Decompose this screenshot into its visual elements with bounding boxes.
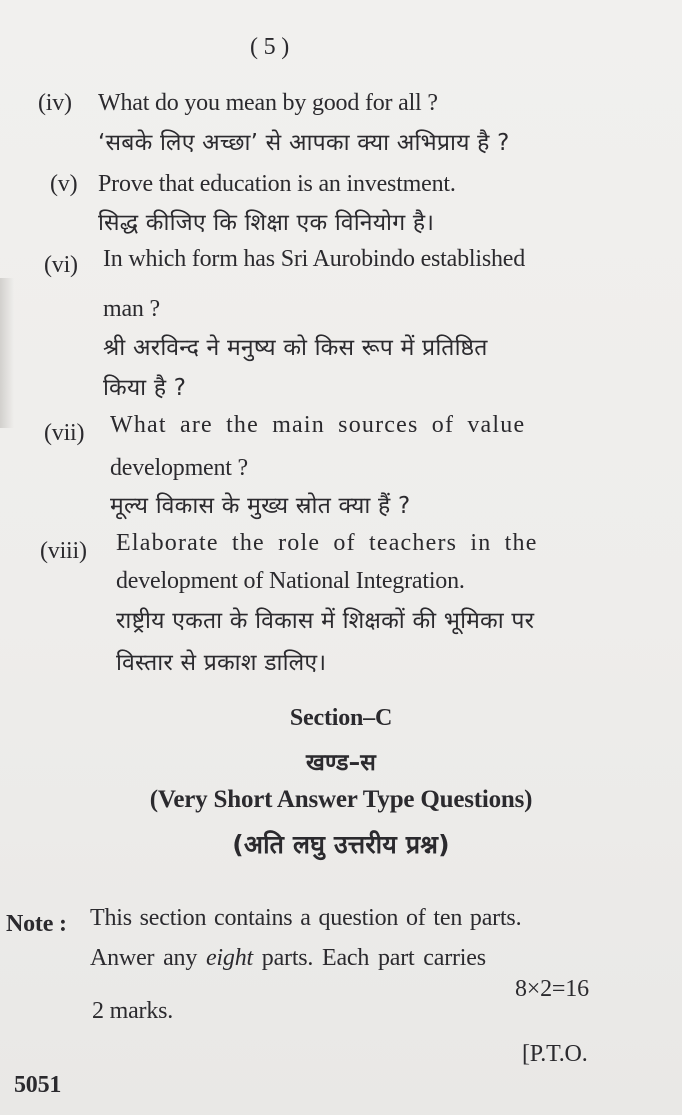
question-vii-en-line1: What are the main sources of value bbox=[110, 412, 526, 438]
note-marks: 8×2=16 bbox=[515, 976, 589, 1002]
question-v-en: Prove that education is an investment. bbox=[98, 171, 456, 197]
section-subtitle-hi: (अति लघु उत्तरीय प्रश्न) bbox=[232, 830, 450, 859]
question-viii-en-line1: Elaborate the role of teachers in the bbox=[116, 530, 538, 556]
note-label: Note : bbox=[6, 911, 67, 937]
paper-code: 5051 bbox=[14, 1072, 62, 1098]
section-title-hi: खण्ड–स bbox=[305, 750, 377, 776]
question-number-iv: (iv) bbox=[38, 90, 72, 116]
question-vii-hi: मूल्य विकास के मुख्य स्रोत क्या हैं ? bbox=[110, 493, 411, 519]
section-title: Section–C bbox=[289, 705, 393, 731]
note-emphasis: eight bbox=[205, 945, 253, 971]
question-vi-en-line2: man ? bbox=[103, 296, 160, 322]
question-iv-en: What do you mean by good for all ? bbox=[98, 90, 438, 116]
question-number-v: (v) bbox=[50, 171, 78, 197]
question-number-viii: (viii) bbox=[40, 538, 87, 564]
question-viii-hi-line1: राष्ट्रीय एकता के विकास में शिक्षकों की भूमिका पर bbox=[116, 608, 535, 634]
question-viii-en-line2: development of National Integration. bbox=[116, 568, 465, 594]
question-number-vii: (vii) bbox=[44, 420, 85, 446]
question-iv-hi: ‘सबके लिए अच्छा’ से आपका क्या अभिप्राय है ? bbox=[98, 130, 510, 156]
note-line1: This section contains a question of ten parts. bbox=[90, 905, 522, 931]
section-subtitle: (Very Short Answer Type Questions) bbox=[149, 786, 533, 813]
question-vi-en-line1: In which form has Sri Aurobindo established bbox=[103, 246, 526, 272]
note-line2: Anwer any eight parts. Each part carries bbox=[90, 945, 486, 971]
question-vi-hi-line2: किया है ? bbox=[103, 375, 187, 401]
question-vi-hi-line1: श्री अरविन्द ने मनुष्य को किस रूप में प्रतिष्ठित bbox=[103, 335, 488, 361]
pto-label: [P.T.O. bbox=[522, 1041, 588, 1067]
question-v-hi: सिद्ध कीजिए कि शिक्षा एक विनियोग है। bbox=[98, 210, 435, 236]
question-vii-en-line2: development ? bbox=[110, 455, 249, 481]
page-number: ( 5 ) bbox=[250, 34, 289, 60]
question-number-vi: (vi) bbox=[44, 252, 78, 278]
note-line3: 2 marks. bbox=[92, 998, 174, 1024]
page-edge-shadow bbox=[0, 278, 14, 428]
question-viii-hi-line2: विस्तार से प्रकाश डालिए। bbox=[116, 650, 327, 676]
